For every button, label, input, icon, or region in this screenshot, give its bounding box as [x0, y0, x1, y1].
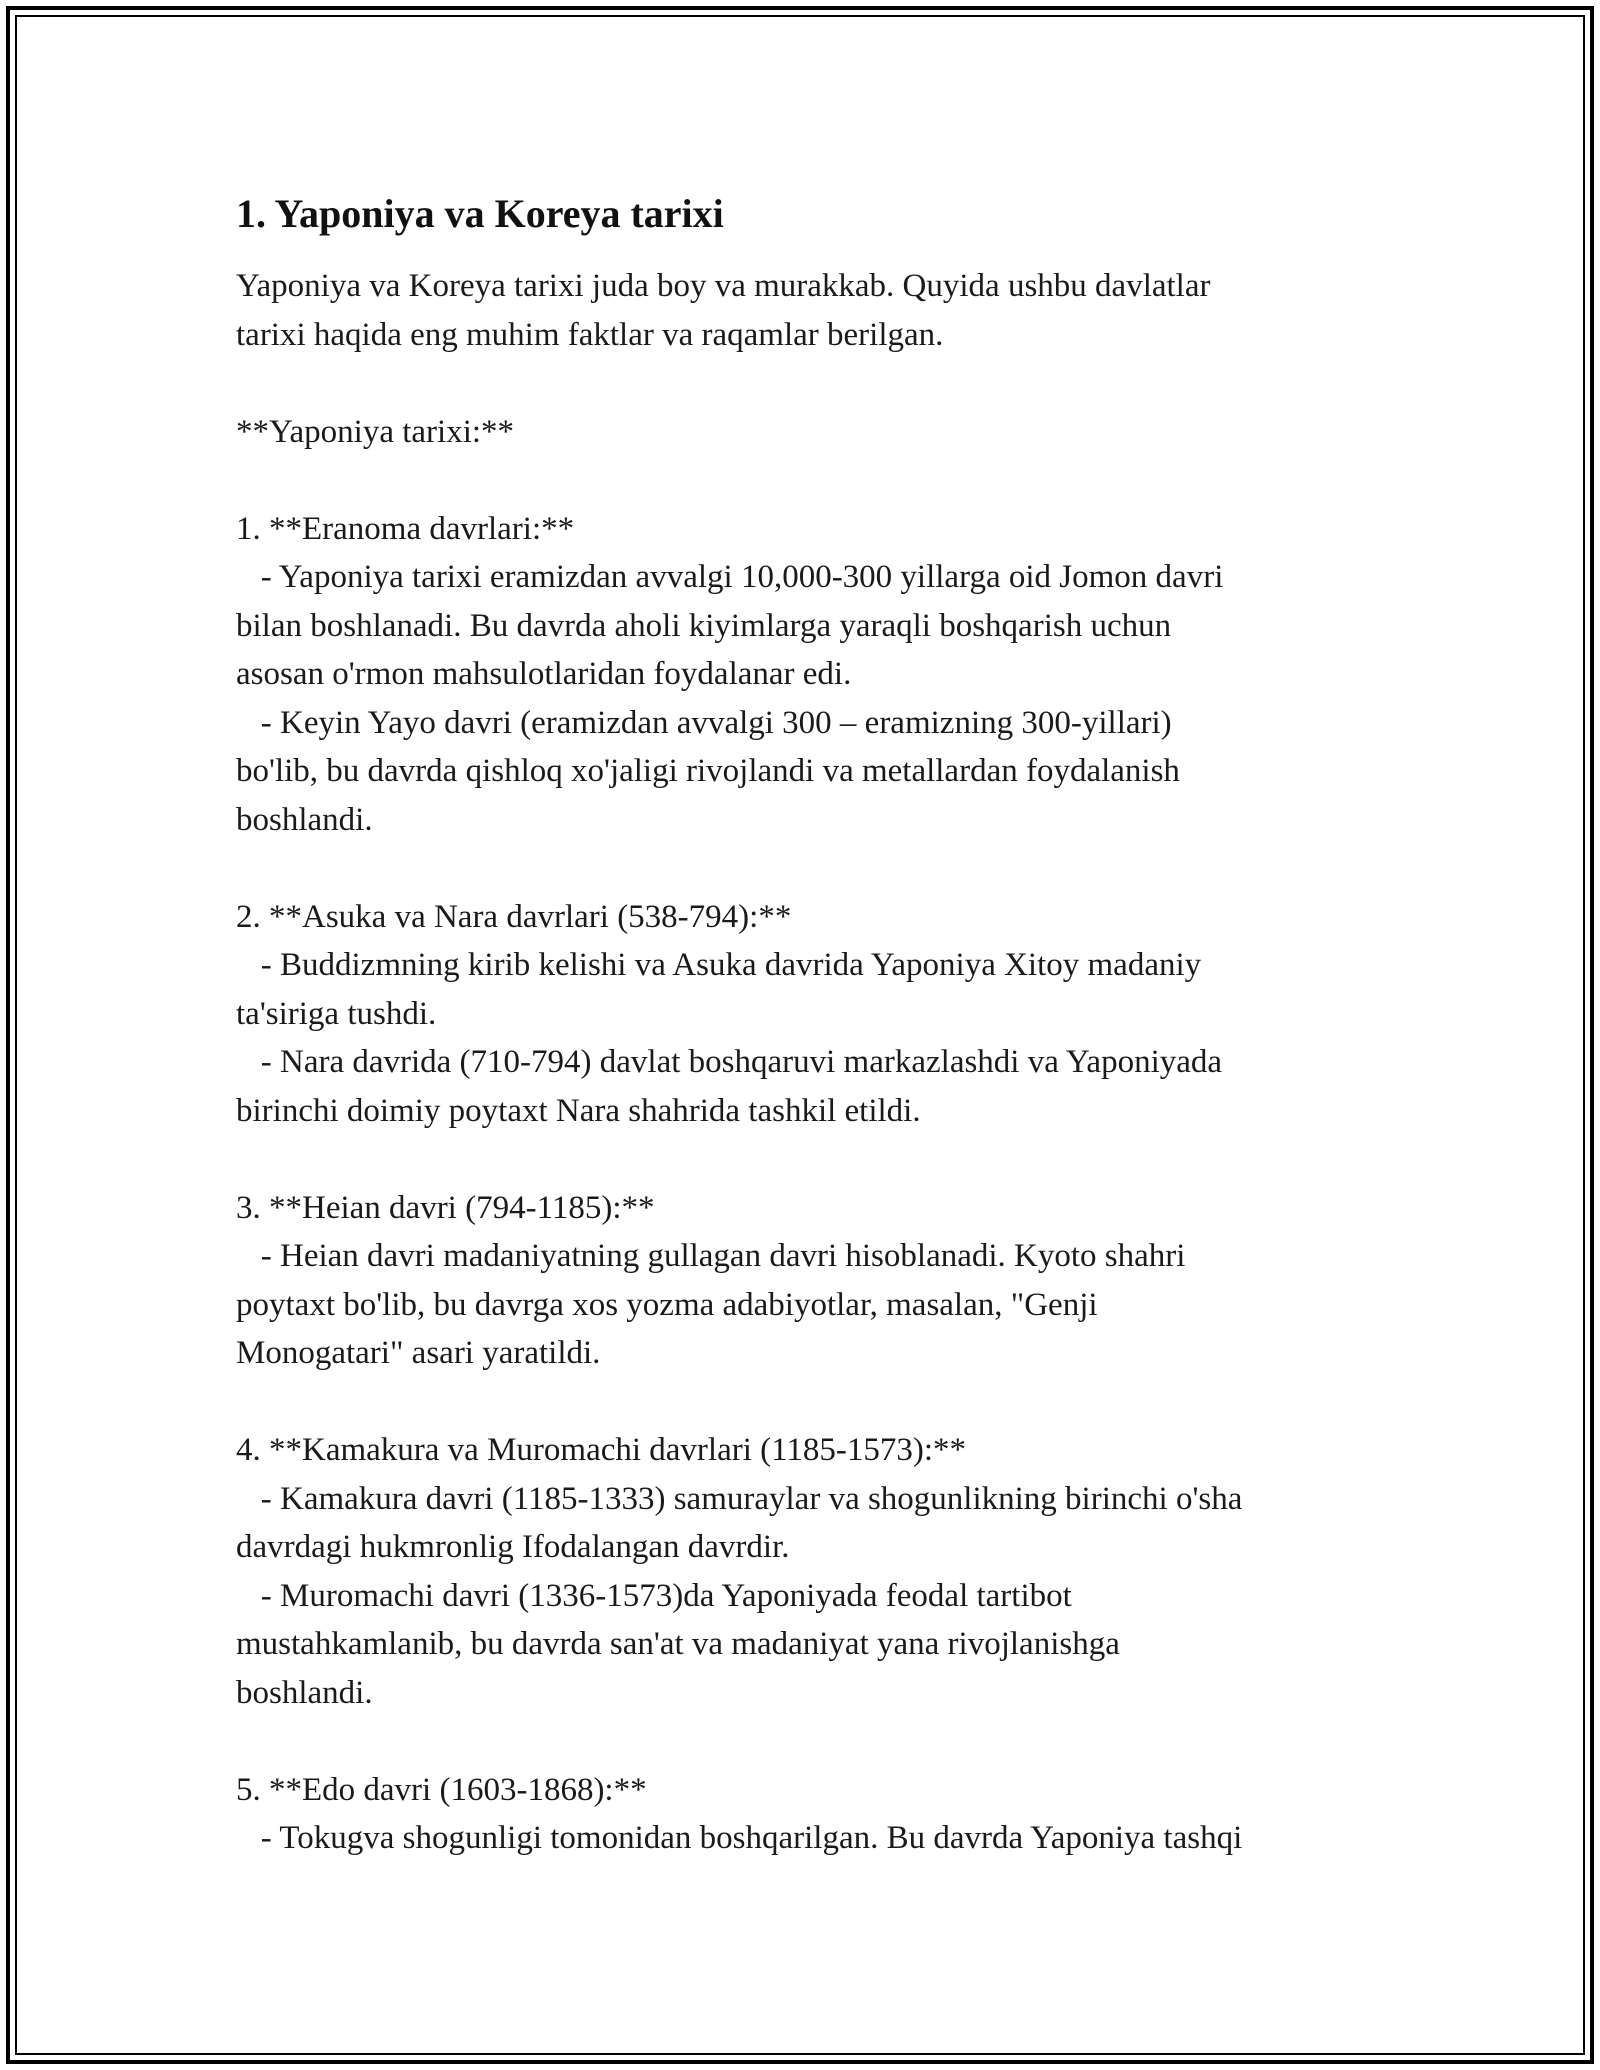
- document-title: 1. Yaponiya va Koreya tarixi: [236, 191, 724, 236]
- document-body-text: Yaponiya va Koreya tarixi juda boy va murakkab. Quyida ushbu davlatlar tarixi haqida eng muhim faktlar va raqamlar berilgan. **Yaponiya tarixi:** 1. **Eranoma davrlari:** - Yaponiya tarixi eramizdan avvalgi 10,000-300 yillarga oid Jomon davri bilan boshlanadi. Bu davrda aholi kiyimlarga yaraqli boshqarish uchun asosan o'rmon mahsulotlaridan foydalanar edi. - Keyin Yayo davri (eramizdan avvalgi 300 – eramizning 300-yillari) bo'lib, bu davrda qishloq xo'jaligi rivojlandi va metallardan foydalanish boshlandi. 2. **Asuka va Nara davrlari (538-794):** - Buddizmning kirib kelishi va Asuka davrida Yaponiya Xitoy madaniy ta'siriga tushdi. - Nara davrida (710-794) davlat boshqaruvi markazlashdi va Yaponiyada birinchi doimiy poytaxt Nara shahrida tashkil etildi. 3. **Heian davri (794-1185):** - Heian davri madaniyatning gullagan davri hisoblanadi. Kyoto shahri poytaxt bo'lib, bu davrga xos yozma adabiyotlar, masalan, "Genji Monogatari" asari yaratildi. 4. **Kamakura va Muromachi davrlari (1185-1573):** - Kamakura davri (1185-1333) samuraylar va shogunlikning birinchi o'sha davrdagi hukmronlig Ifodalangan davrdir. - Muromachi davri (1336-1573)da Yaponiyada feodal tartibot mustahkamlanib, bu davrda san'at va madaniyat yana rivojlanishga boshlandi. 5. **Edo davri (1603-1868):** - Tokugva shogunligi tomonidan boshqarilgan. Bu davrda Yaponiya tashqi: [236, 268, 1243, 1856]
- document-content: [236, 188, 1376, 1863]
